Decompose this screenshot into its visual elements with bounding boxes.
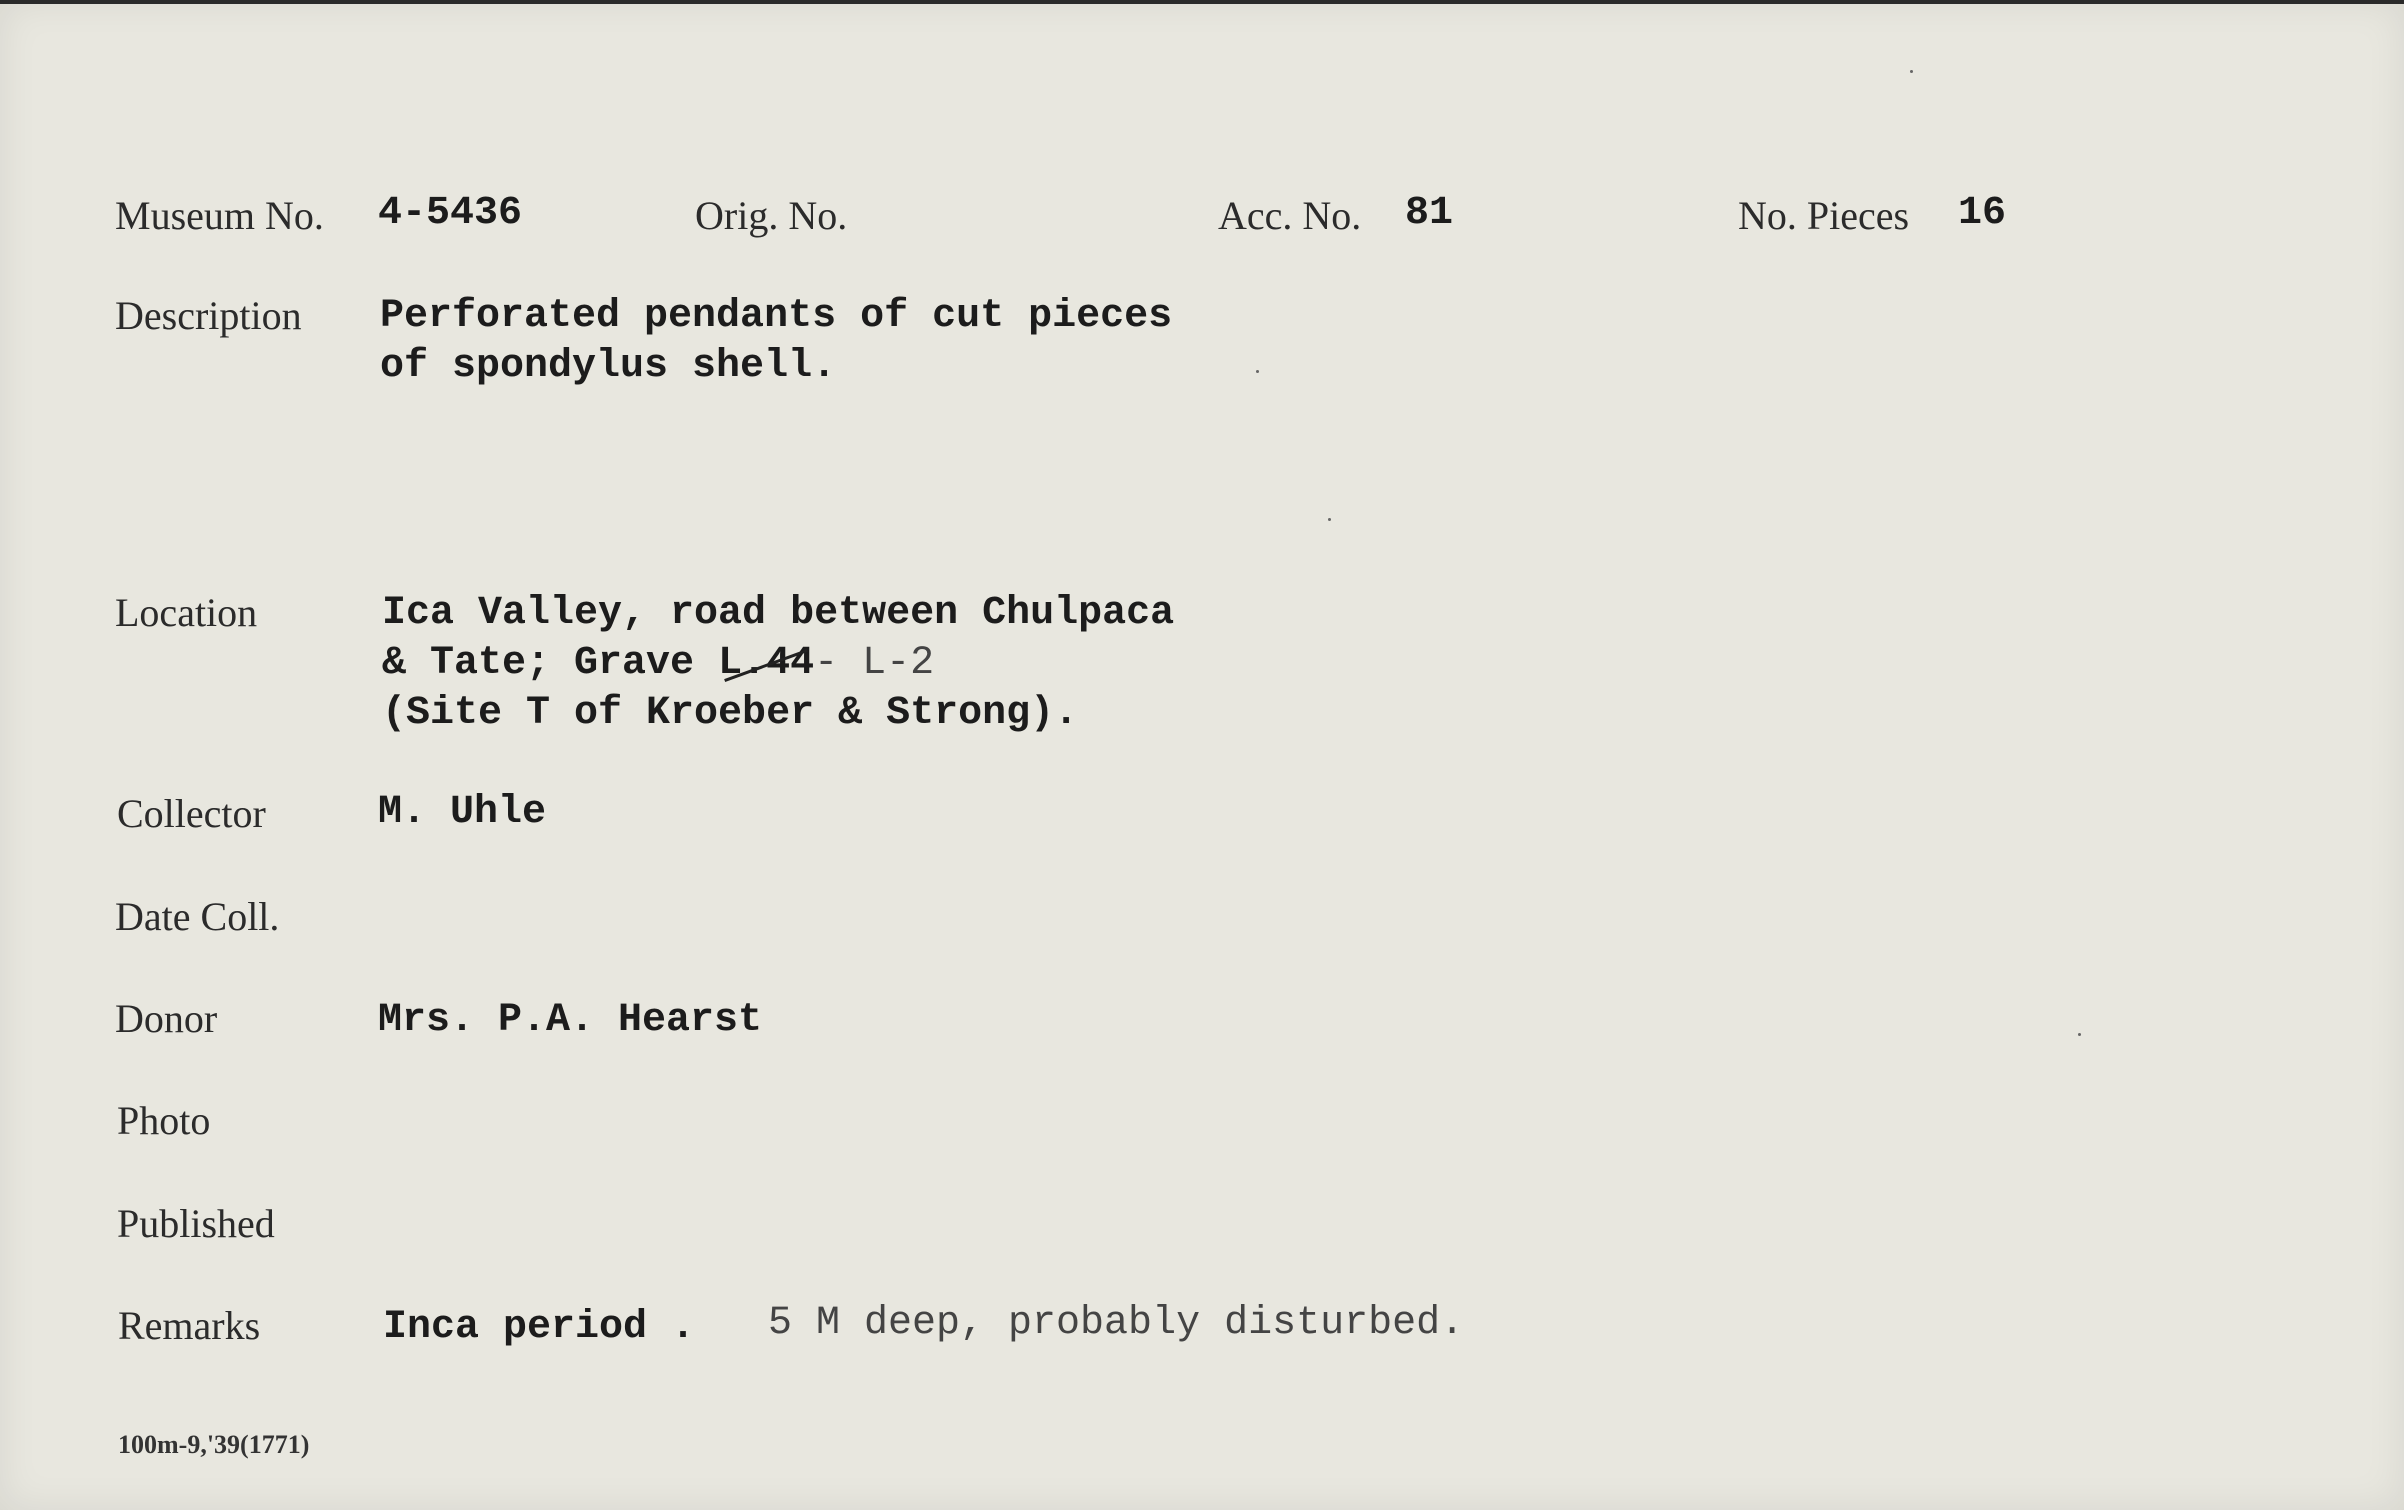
description-value xyxy=(380,292,1172,392)
location-line-1: Ica Valley, road between Chulpaca xyxy=(382,591,1175,636)
description-line-2: of spondylus shell. xyxy=(380,344,837,389)
location-line-2 xyxy=(382,639,1174,689)
collector-value: M. Uhle xyxy=(378,790,547,835)
collector-label: Collector xyxy=(117,791,266,836)
photo-label: Photo xyxy=(117,1098,211,1143)
speck xyxy=(2078,1033,2081,1036)
donor-label: Donor xyxy=(115,996,218,1041)
museum-no-value: 4-5436 xyxy=(378,191,523,236)
remarks-value-1: Inca period . xyxy=(383,1305,696,1350)
date-coll-label: Date Coll. xyxy=(115,894,280,939)
museum-no-label: Museum No. xyxy=(115,193,324,238)
location-line-2-end: - L-2 xyxy=(814,641,935,686)
struck-grave-number: L.44 xyxy=(718,639,814,689)
speck xyxy=(1328,518,1331,521)
description-line-1: Perforated pendants of cut pieces xyxy=(380,294,1173,339)
orig-no-label: Orig. No. xyxy=(695,193,848,238)
speck xyxy=(1256,370,1259,373)
location-label: Location xyxy=(115,590,258,635)
no-pieces-value: 16 xyxy=(1958,191,2007,236)
acc-no-label: Acc. No. xyxy=(1218,193,1362,238)
location-value xyxy=(382,589,1174,739)
acc-no-value: 81 xyxy=(1405,191,1454,236)
speck xyxy=(1910,70,1913,73)
no-pieces-label: No. Pieces xyxy=(1738,193,1910,238)
remarks-value-2: 5 M deep, probably disturbed. xyxy=(768,1301,1465,1346)
location-line-3: (Site T of Kroeber & Strong). xyxy=(382,691,1079,736)
print-code: 100m-9,'39(1771) xyxy=(118,1430,310,1459)
location-line-2-start: & Tate; Grave xyxy=(382,641,719,686)
card-top-edge xyxy=(0,0,2404,4)
published-label: Published xyxy=(117,1201,275,1246)
description-label: Description xyxy=(115,293,302,338)
donor-value: Mrs. P.A. Hearst xyxy=(378,998,763,1043)
remarks-label: Remarks xyxy=(118,1303,261,1348)
